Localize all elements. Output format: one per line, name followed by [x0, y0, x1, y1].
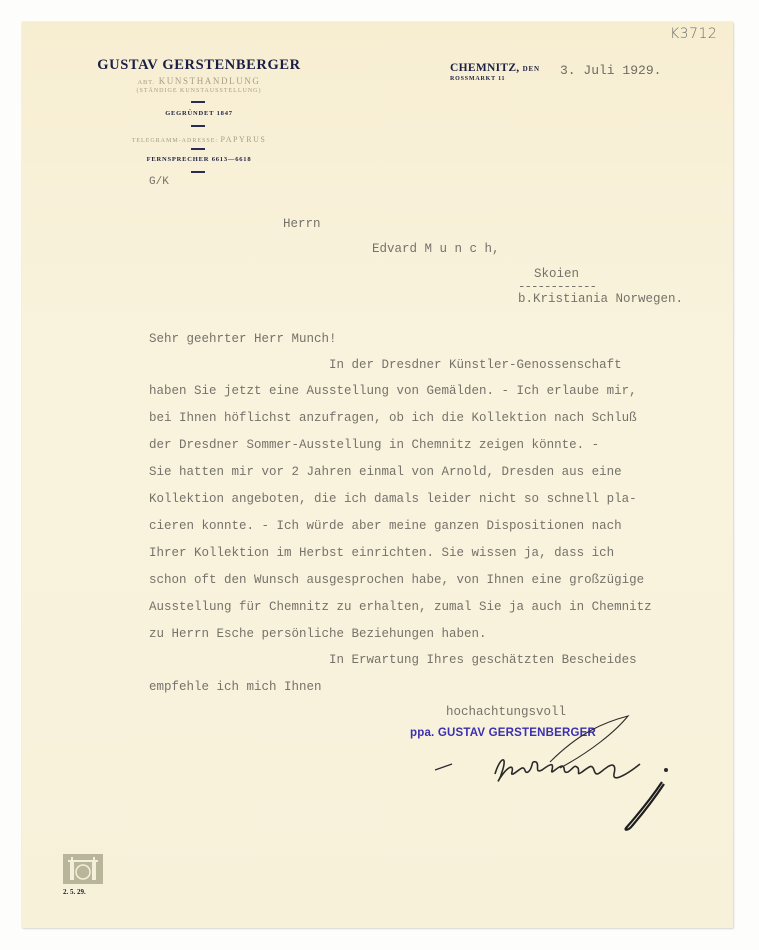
divider [191, 171, 205, 173]
divider [191, 101, 205, 103]
telegram-label: TELEGRAMM-ADRESSE: [131, 138, 219, 144]
body-line: Kollektion angeboten, die ich damals leider nicht so schnell pla- [149, 492, 637, 506]
recipient-place: Skoien [534, 267, 580, 281]
body-line: In der Dresdner Künstler-Genossenschaft [149, 358, 622, 372]
divider [191, 148, 205, 150]
body-line: haben Sie jetzt eine Ausstellung von Gemälden. - Ich erlaube mir, [149, 384, 637, 398]
letterhead-street: ROSSMARKT 11 [450, 76, 506, 82]
body-line: Sie hatten mir vor 2 Jahren einmal von Arnold, Dresden aus eine [149, 465, 622, 479]
letterhead-phone: FERNSPRECHER 6613—6618 [146, 156, 252, 163]
letterhead-department [77, 76, 321, 86]
recipient-name: Edvard M u n c h, [372, 242, 500, 256]
body-line: der Dresdner Sommer-Ausstellung in Chemnitz zeigen könnte. - [149, 438, 600, 452]
archive-number: K3712 [670, 26, 718, 42]
body-line: Ihrer Kollektion im Herbst einrichten. Sie wissen ja, dass ich [149, 546, 615, 560]
department-prefix: ABT. [137, 79, 155, 86]
letterhead-city [450, 62, 540, 74]
city-suffix: DEN [522, 65, 540, 73]
telegram-address: PAPYRUS [220, 135, 267, 144]
body-line: cieren konnte. - Ich würde aber meine ganzen Dispositionen nach [149, 519, 622, 533]
body-line: Ausstellung für Chemnitz zu erhalten, zumal Sie ja auch in Chemnitz [149, 600, 652, 614]
letterhead-company: GUSTAV GERSTENBERGER [97, 57, 301, 73]
body-line: In Erwartung Ihres geschätzten Bescheides [149, 653, 637, 667]
handwritten-signature [430, 712, 680, 832]
recipient-salutation: Herrn [283, 217, 321, 231]
divider [191, 125, 205, 127]
body-line: zu Herrn Esche persönliche Beziehungen haben. [149, 627, 487, 641]
letterhead-founded: GEGRÜNDET 1847 [165, 110, 233, 117]
print-code: 2. 5. 29. [63, 888, 86, 896]
letterhead-permanent-exhibition: (STÄNDIGE KUNSTAUSSTELLUNG) [136, 88, 262, 94]
body-line: empfehle ich mich Ihnen [149, 680, 322, 694]
recipient-underline: ------------ [518, 280, 597, 294]
body-line: schon oft den Wunsch ausgesprochen habe, von Ihnen eine großzügige [149, 573, 645, 587]
arch-emblem-icon [63, 854, 103, 884]
letterhead-telegram [77, 135, 321, 144]
company-stamp: ppa. GUSTAV GERSTENBERGER [410, 727, 597, 739]
complimentary-close: hochachtungsvoll [446, 705, 567, 719]
letter-date: 3. Juli 1929. [560, 63, 662, 78]
reference-code: G/K [149, 176, 169, 188]
greeting: Sehr geehrter Herr Munch! [149, 332, 337, 346]
city-name: CHEMNITZ, [450, 62, 520, 74]
body-line: bei Ihnen höflichst anzufragen, ob ich die Kollektion nach Schluß [149, 411, 637, 425]
department-name: KUNSTHANDLUNG [158, 76, 261, 86]
printer-logo [63, 854, 103, 884]
recipient-country: b.Kristiania Norwegen. [518, 292, 684, 306]
